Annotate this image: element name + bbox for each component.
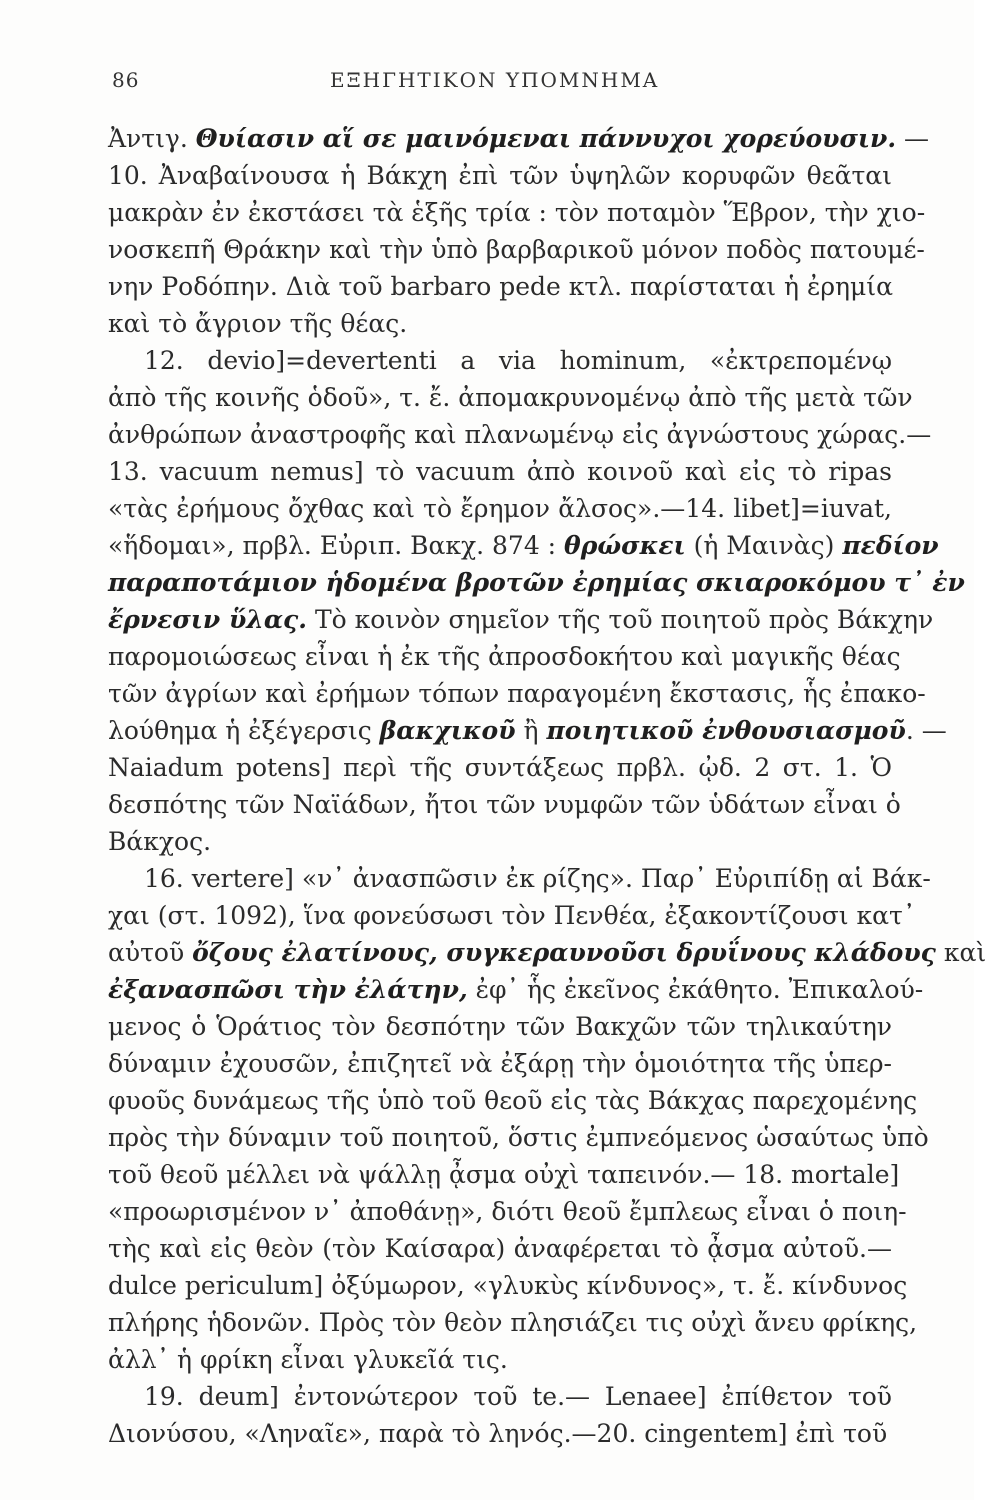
text-line bbox=[108, 971, 924, 1008]
text-run: «προωρισμένον ν᾽ ἀποθάνῃ», διότι θεοῦ ἔμπλεως εἶναι ὁ ποιη- bbox=[108, 1197, 907, 1226]
emphasized-quote: ἐξανασπῶσι τὴν ἐλάτην, bbox=[108, 975, 468, 1004]
text-line bbox=[108, 342, 892, 379]
text-line bbox=[108, 1304, 918, 1341]
text-line bbox=[108, 490, 892, 527]
emphasized-quote: ὄζους ἐλατίνους, συγκεραυνοῦσι δρυΐνους κλάδους bbox=[192, 938, 936, 967]
text-line bbox=[108, 527, 939, 564]
text-line bbox=[108, 564, 965, 601]
text-run: φυοῦς δυνάμεως τῆς ὑπὸ τοῦ θεοῦ εἰς τὰς Βάκχας παρεχομένης bbox=[108, 1086, 918, 1115]
text-run: Διονύσου, «Ληναῖε», παρὰ τὸ ληνός.—20. cingentem] ἐπὶ τοῦ bbox=[108, 1419, 888, 1448]
text-line bbox=[108, 897, 916, 934]
text-run: «ἥδομαι», πρβλ. Εὐριπ. Βακχ. 874 : bbox=[108, 531, 565, 560]
text-run: τὴς καὶ εἰς θεὸν (τὸν Καίσαρα) ἀναφέρεται τὸ ᾆσμα αὐτοῦ.— bbox=[108, 1234, 892, 1263]
text-line bbox=[108, 1378, 892, 1415]
emphasized-quote: βακχικοῦ bbox=[379, 716, 516, 745]
text-run: καὶ τὸ ἄγριον τῆς θέας. bbox=[108, 309, 408, 338]
text-run: 19. deum] ἐντονώτερον τοῦ te.— Lenaee] ἐπίθετον τοῦ bbox=[144, 1382, 892, 1411]
text-run: πλήρης ἡδονῶν. Πρὸς τὸν θεὸν πλησιάζει τις οὐχὶ ἄνευ φρίκης, bbox=[108, 1308, 918, 1337]
text-run: ἀνθρώπων ἀναστροφῆς καὶ πλανωμένῳ εἰς ἀγνώστους χώρας.— bbox=[108, 420, 932, 449]
text-line bbox=[108, 749, 892, 786]
text-line bbox=[108, 453, 892, 490]
text-line bbox=[108, 1119, 929, 1156]
text-line bbox=[108, 268, 892, 305]
text-line bbox=[108, 1193, 907, 1230]
text-line bbox=[108, 1230, 892, 1267]
text-run: αὐτοῦ bbox=[108, 938, 193, 967]
text-run: Βάκχος. bbox=[108, 827, 212, 856]
text-run: δεσπότης τῶν Ναϊάδων, ἤτοι τῶν νυμφῶν τῶν ὑδάτων εἶναι ὁ bbox=[108, 790, 901, 819]
text-line bbox=[108, 860, 931, 897]
text-run: 16. vertere] «ν᾽ ἀνασπῶσιν ἐκ ρίζης». Παρ᾽ Εὐριπίδῃ αἱ Βάκ- bbox=[144, 864, 931, 893]
text-run: Naiadum potens] περὶ τῆς συντάξεως πρβλ. ᾠδ. 2 στ. 1. Ὁ bbox=[108, 753, 892, 782]
text-line bbox=[108, 1082, 918, 1119]
text-run: . — bbox=[905, 716, 947, 745]
text-line bbox=[108, 1008, 892, 1045]
text-run: Τὸ κοινὸν σημεῖον τῆς τοῦ ποιητοῦ πρὸς Βάκχην bbox=[307, 605, 934, 634]
text-line bbox=[108, 638, 901, 675]
text-line bbox=[108, 379, 913, 416]
emphasized-quote: Θυίασιν αἵ σε μαινόμεναι πάννυχοι χορεύουσιν. bbox=[195, 124, 897, 153]
text-run: λούθημα ἡ ἐξέγερσις bbox=[108, 716, 380, 745]
text-line bbox=[108, 305, 892, 342]
text-run: 12. devio]=devertenti a via hominum, «ἐκτρεπομένῳ bbox=[144, 346, 892, 375]
text-line bbox=[108, 194, 926, 231]
text-line bbox=[108, 157, 892, 194]
page-number: 86 bbox=[112, 68, 140, 92]
emphasized-quote: παραποτάμιον ἡδομένα βροτῶν ἐρημίας σκιαροκόμου τ᾽ ἐν bbox=[108, 568, 965, 597]
text-line bbox=[108, 675, 926, 712]
text-run: dulce periculum] ὀξύμωρον, «γλυκὺς κίνδυνος», τ. ἔ. κίνδυνος bbox=[108, 1271, 908, 1300]
text-run: 13. vacuum nemus] τὸ vacuum ἀπὸ κοινοῦ καὶ εἰς τὸ ripas bbox=[108, 457, 892, 486]
text-line bbox=[108, 1415, 892, 1452]
text-run: — bbox=[896, 124, 930, 153]
running-title: ΕΞΗΓΗΤΙΚΟΝ ΥΠΟΜΝΗΜΑ bbox=[330, 68, 660, 92]
text-run: τοῦ θεοῦ μέλλει νὰ ψάλλῃ ᾆσμα οὐχὶ ταπεινόν.— 18. mortale] bbox=[108, 1160, 900, 1189]
text-line bbox=[108, 601, 934, 638]
text-run: ἀλλ᾽ ἡ φρίκη εἶναι γλυκεῖά τις. bbox=[108, 1345, 508, 1374]
text-line bbox=[108, 1341, 892, 1378]
text-run: καὶ bbox=[935, 938, 986, 967]
emphasized-quote: πεδίον bbox=[842, 531, 939, 560]
text-run: Ἀντιγ. bbox=[108, 124, 196, 153]
text-line bbox=[108, 786, 901, 823]
text-run: μενος ὁ Ὁράτιος τὸν δεσπότην τῶν Βακχῶν τῶν τηλικαύτην bbox=[108, 1012, 892, 1041]
text-line bbox=[108, 1156, 900, 1193]
text-run: παρομοιώσεως εἶναι ἡ ἐκ τῆς ἀπροσδοκήτου καὶ μαγικῆς θέας bbox=[108, 642, 901, 671]
emphasized-quote: ἔρνεσιν ὕλας. bbox=[108, 605, 307, 634]
text-line bbox=[108, 934, 986, 971]
text-run: ἐφ᾽ ἧς ἐκεῖνος ἐκάθητο. Ἐπικαλού- bbox=[467, 975, 924, 1004]
text-line bbox=[108, 712, 947, 749]
text-line bbox=[108, 231, 925, 268]
text-line bbox=[108, 120, 930, 157]
text-line bbox=[108, 1267, 908, 1304]
text-run: νην Ροδόπην. Διὰ τοῦ barbaro pede κτλ. παρίσταται ἡ ἐρημία bbox=[108, 272, 893, 301]
text-line bbox=[108, 1045, 892, 1082]
text-line bbox=[108, 823, 892, 860]
text-run: τῶν ἀγρίων καὶ ἐρήμων τόπων παραγομένη ἔκστασις, ἧς ἐπακο- bbox=[108, 679, 926, 708]
text-run: 10. Ἀναβαίνουσα ἡ Βάκχη ἐπὶ τῶν ὑψηλῶν κορυφῶν θεᾶται bbox=[108, 161, 892, 190]
text-run: ἀπὸ τῆς κοινῆς ὁδοῦ», τ. ἔ. ἀπομακρυνομένῳ ἀπὸ τῆς μετὰ τῶν bbox=[108, 383, 913, 412]
text-line bbox=[108, 416, 932, 453]
emphasized-quote: θρώσκει bbox=[564, 531, 686, 560]
text-run: δύναμιν ἐχουσῶν, ἐπιζητεῖ νὰ ἐξάρῃ τὴν ὁμοιότητα τῆς ὑπερ- bbox=[108, 1049, 892, 1078]
text-run: «τὰς ἐρήμους ὄχθας καὶ τὸ ἔρημον ἄλσος».—14. libet]=iuvat, bbox=[108, 494, 892, 523]
text-run: χαι (στ. 1092), ἵνα φονεύσωσι τὸν Πενθέα, ἐξακοντίζουσι κατ᾽ bbox=[108, 901, 916, 930]
text-run: πρὸς τὴν δύναμιν τοῦ ποιητοῦ, ὅστις ἐμπνεόμενος ὡσαύτως ὑπὸ bbox=[108, 1123, 929, 1152]
text-run: νοσκεπῆ Θράκην καὶ τὴν ὑπὸ βαρβαρικοῦ μόνον ποδὸς πατουμέ- bbox=[108, 235, 925, 264]
text-run: μακρὰν ἐν ἐκστάσει τὰ ἑξῆς τρία : τὸν ποταμὸν Ἕβρον, τὴν χιο- bbox=[108, 198, 926, 227]
text-run: ἢ bbox=[515, 716, 547, 745]
text-run: (ἡ Μαινὰς) bbox=[685, 531, 843, 560]
emphasized-quote: ποιητικοῦ ἐνθουσιασμοῦ bbox=[546, 716, 906, 745]
commentary-text bbox=[108, 120, 986, 1452]
running-head bbox=[0, 68, 974, 98]
